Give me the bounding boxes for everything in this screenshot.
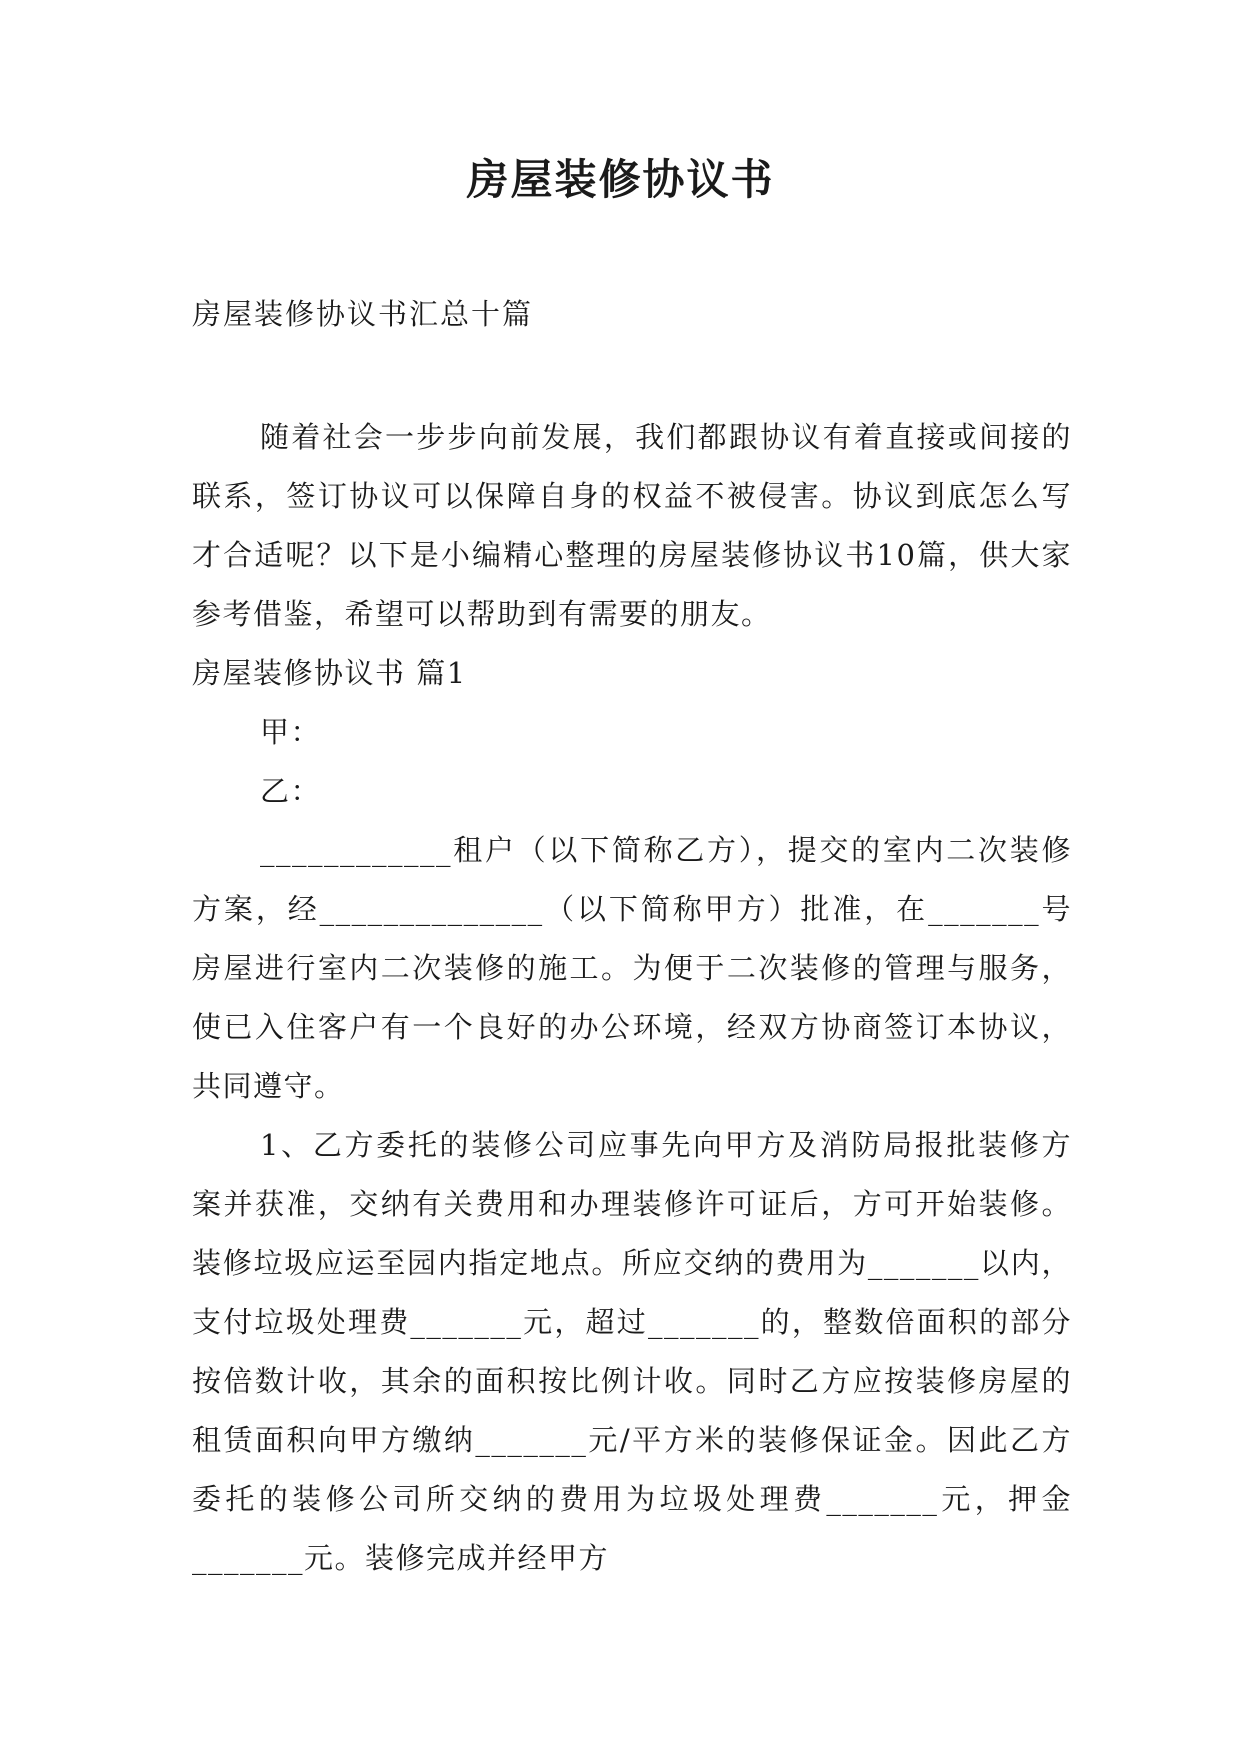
section-heading: 房屋装修协议书 篇1 [192,656,467,690]
party-a-line: 甲： [260,715,322,749]
intro-paragraph: 随着社会一步步向前发展，我们都跟协议有着直接或间接的联系，签订协议可以保障自身的权益不被侵害。协议到底怎么写才合适呢？以下是小编精心整理的房屋装修协议书10篇，供大家参考借鉴，希望可以帮助到有需要的朋友。 [192,420,1072,631]
document-subtitle: 房屋装修协议书汇总十篇 [192,297,534,331]
document-title: 房屋装修协议书 [466,155,775,204]
clause-1-paragraph: 1、乙方委托的装修公司应事先向甲方及消防局报批装修方案并获准，交纳有关费用和办理装修许可证后，方可开始装修。装修垃圾应运至园内指定地点。所应交纳的费用为_______以内，支付垃圾处理费_______元，超过_______的，整数倍面积的部分按倍数计收，其余的面积按比例计收。同时乙方应按装修房屋的租赁面积向甲方缴纳_______元/平方米的装修保证金。因此乙方委托的装修公司所交纳的费用为垃圾处理费_______元，押金_______元。装修完成并经甲方 [192,1128,1072,1575]
document-body [192,408,1072,1588]
agreement-paragraph-1: ____________租户（以下简称乙方），提交的室内二次装修方案，经______________（以下简称甲方）批准，在_______号房屋进行室内二次装修的施工。为便于二次装修的管理与服务，使已入住客户有一个良好的办公环境，经双方协商签订本协议，共同遵守。 [192,833,1072,1103]
party-b-line: 乙： [260,774,322,808]
